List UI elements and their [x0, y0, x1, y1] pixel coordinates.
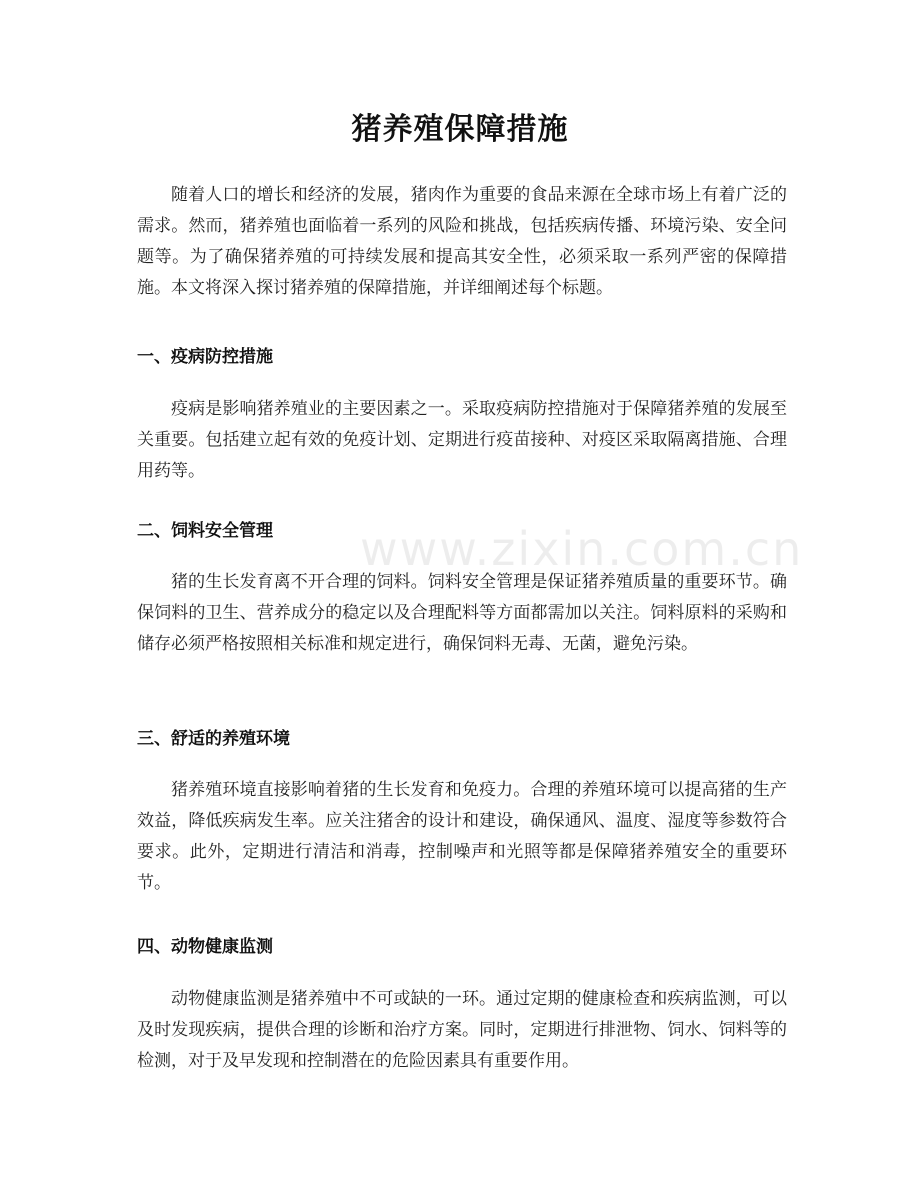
section-body-health-monitoring: 动物健康监测是猪养殖中不可或缺的一环。通过定期的健康检查和疾病监测，可以及时发现疾病，提供合理的诊断和治疗方案。同时，定期进行排泄物、饲水、饲料等的检测，对于及早发现和控制潜在的危险因素具有重要作用。	[137, 989, 787, 1071]
intro-paragraph: 随着人口的增长和经济的发展，猪肉作为重要的食品来源在全球市场上有着广泛的需求。然而，猪养殖也面临着一系列的风险和挑战，包括疾病传播、环境污染、安全问题等。为了确保猪养殖的可持续发展和提高其安全性，必须采取一系列严密的保障措施。本文将深入探讨猪养殖的保障措施，并详细阐述每个标题。	[137, 185, 787, 298]
section-body-environment: 猪养殖环境直接影响着猪的生长发育和免疫力。合理的养殖环境可以提高猪的生产效益，降低疾病发生率。应关注猪舍的设计和建设，确保通风、温度、湿度等参数符合要求。此外，定期进行清洁和消毒，控制噪声和光照等都是保障猪养殖安全的重要环节。	[137, 780, 787, 893]
section-heading-disease-control: 一、疫病防控措施	[137, 347, 273, 367]
section-heading-environment: 三、舒适的养殖环境	[137, 729, 290, 749]
section-body-feed-safety: 猪的生长发育离不开合理的饲料。饲料安全管理是保证猪养殖质量的重要环节。确保饲料的卫生、营养成分的稳定以及合理配料等方面都需加以关注。饲料原料的采购和储存必须严格按照相关标准和规定进行，确保饲料无毒、无菌，避免污染。	[137, 572, 787, 654]
section-body-disease-control: 疫病是影响猪养殖业的主要因素之一。采取疫病防控措施对于保障猪养殖的发展至关重要。包括建立起有效的免疫计划、定期进行疫苗接种、对疫区采取隔离措施、合理用药等。	[137, 399, 787, 481]
section-heading-health-monitoring: 四、动物健康监测	[137, 937, 273, 957]
watermark: www.zixin.com.cn	[360, 522, 804, 576]
section-heading-feed-safety: 二、饲料安全管理	[137, 521, 273, 541]
document-title: 猪养殖保障措施	[351, 112, 569, 147]
